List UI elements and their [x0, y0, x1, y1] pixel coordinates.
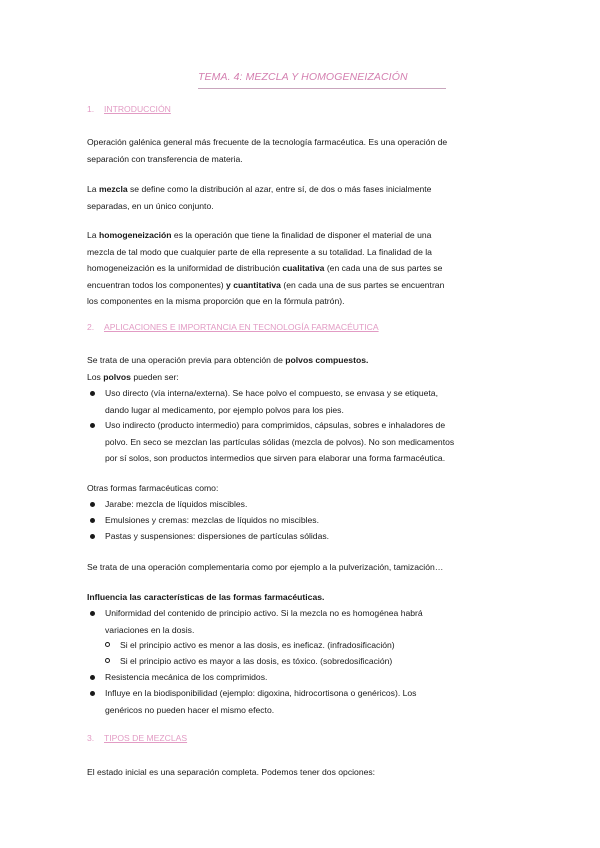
text-line: Si el principio activo es menor a las dosis, es ineficaz. (infradosificación): [120, 640, 395, 650]
apps-paragraph-3: Otras formas farmacéuticas como:: [87, 483, 219, 493]
bullet-icon: [90, 391, 95, 396]
section-number: 1.: [87, 104, 95, 114]
hollow-bullet-icon: [105, 658, 110, 663]
text-line: [87, 352, 517, 369]
text-line: [87, 181, 517, 198]
influence-heading: Influencia las características de las formas farmacéuticas.: [87, 592, 325, 602]
text-line: los componentes en la misma proporción que en la fórmula patrón).: [87, 296, 345, 306]
bullet-icon: [90, 675, 95, 680]
text-run: La: [87, 230, 99, 240]
intro-paragraph-2: [87, 181, 517, 214]
intro-paragraph-1: [87, 134, 517, 167]
text-line: Uso directo (vía interna/externa). Se hace polvo el compuesto, se envasa y se etiqueta,: [105, 388, 438, 398]
text-run: pueden ser:: [130, 371, 179, 382]
text-line: Jarabe: mezcla de líquidos miscibles.: [105, 499, 248, 509]
section-number: 2.: [87, 322, 95, 332]
text-line: [87, 277, 517, 294]
text-line: [87, 227, 517, 244]
text-line: Uso indirecto (producto intermedio) para comprimidos, cápsulas, sobres e inhaladores de: [105, 420, 446, 430]
term-mezcla: mezcla: [98, 184, 128, 194]
text-line: Si el principio activo es mayor a las dosis, es tóxico. (sobredosificación): [120, 656, 393, 666]
hollow-bullet-icon: [105, 642, 110, 647]
bullet-icon: [90, 611, 95, 616]
text-line: Emulsiones y cremas: mezclas de líquidos no miscibles.: [105, 515, 319, 525]
text-run: Los: [87, 371, 104, 382]
section-title: INTRODUCCIÓN: [104, 104, 171, 114]
term-polvos-compuestos: polvos compuestos.: [285, 355, 369, 365]
apps-paragraph-4: Se trata de una operación complementaria como por ejemplo a la pulverización, tamización…: [87, 562, 444, 572]
text-run: es la operación que tiene la finalidad de disponer el material de una: [171, 230, 432, 240]
section-title: TIPOS DE MEZCLAS: [104, 733, 188, 743]
text-line: Resistencia mecánica de los comprimidos.: [105, 672, 268, 682]
term-homogeneizacion: homogeneización: [98, 230, 172, 240]
term-cualitativa: cualitativa: [282, 263, 325, 273]
text-line: genéricos no pueden hacer el mismo efecto.: [105, 704, 275, 715]
text-line: dando lugar al medicamento, por ejemplo polvos para los pies.: [105, 404, 344, 415]
bullet-icon: [90, 423, 95, 428]
text-line: separación con transferencia de materia.: [87, 153, 243, 164]
section-heading-1: [87, 104, 171, 114]
text-line: Operación galénica general más frecuente de la tecnología farmacéutica. Es una operación de: [87, 137, 448, 147]
bullet-icon: [90, 691, 95, 696]
text-line: [87, 260, 517, 277]
text-line: polvo. En seco se mezclan las partículas sólidas (mezcla de polvos). No son medicamentos: [105, 436, 455, 447]
text-run: homogeneización es la uniformidad de distribución: [87, 263, 283, 273]
bullet-icon: [90, 518, 95, 523]
text-run: encuentran todos los componentes): [87, 279, 227, 290]
term-polvos: polvos: [103, 371, 131, 382]
section-number: 3.: [87, 733, 95, 743]
section-title: APLICACIONES E IMPORTANCIA EN TECNOLOGÍA FARMACÉUTICA: [104, 322, 379, 332]
text-run: Se trata de una operación previa para obtención de: [87, 355, 286, 365]
text-line: [87, 369, 517, 386]
text-run: (en cada una de sus partes se encuentran: [280, 279, 445, 290]
text-line: Pastas y suspensiones: dispersiones de partículas sólidas.: [105, 531, 330, 541]
text-line: por sí solos, son productos intermedios que sirven para elaborar una forma farmacéutica.: [105, 453, 446, 463]
text-line: Influye en la biodisponibilidad (ejemplo: digoxina, hidrocortisona o genéricos). Los: [105, 688, 417, 698]
title-underline: [198, 88, 446, 89]
text-line: separadas, en un único conjunto.: [87, 200, 214, 211]
term-cuantitativa: y cuantitativa: [226, 279, 281, 290]
text-line: Uniformidad del contenido de principio activo. Si la mezcla no es homogénea habrá: [105, 608, 423, 618]
document-title: TEMA. 4: MEZCLA Y HOMOGENEIZACIÓN: [198, 71, 408, 83]
text-line: mezcla de tal modo que cualquier parte de ella represente a su totalidad. La finalidad de la: [87, 246, 432, 257]
types-paragraph-1: El estado inicial es una separación completa. Podemos tener dos opciones:: [87, 767, 376, 777]
text-run: La: [87, 184, 99, 194]
apps-paragraph-1: [87, 352, 517, 385]
text-run: (en cada una de sus partes se: [324, 263, 443, 273]
section-heading-3: [87, 733, 187, 743]
intro-paragraph-3: [87, 227, 517, 310]
text-run: se define como la distribución al azar, entre sí, de dos o más fases inicialmente: [127, 184, 432, 194]
bullet-icon: [90, 534, 95, 539]
section-heading-2: [87, 322, 379, 332]
bullet-icon: [90, 502, 95, 507]
text-line: variaciones en la dosis.: [105, 624, 195, 635]
